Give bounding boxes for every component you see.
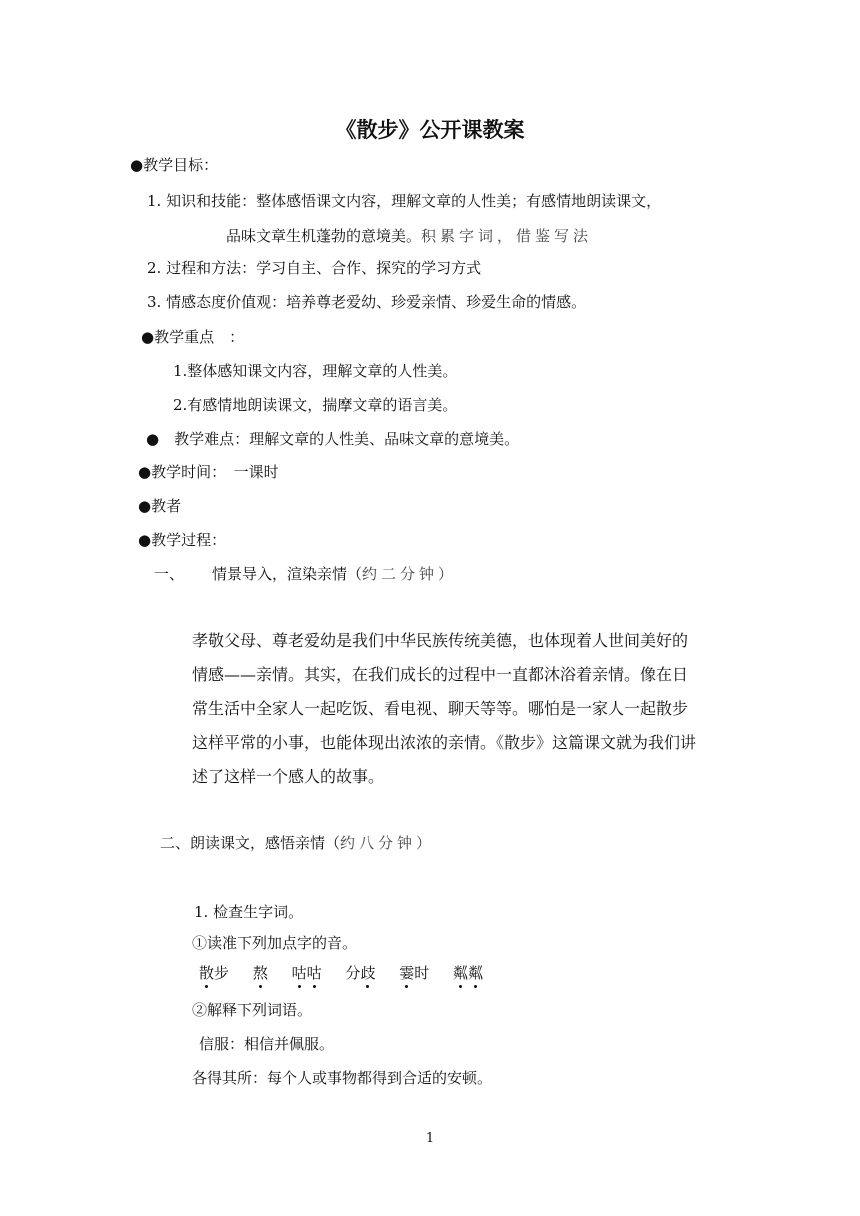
objective-1-continued: 品味文章生机蓬勃的意境美。积累字词，借鉴写法 bbox=[226, 227, 593, 245]
definition-1: 信服：相信并佩服。 bbox=[199, 1035, 335, 1053]
page-title: 《散步》公开课教案 bbox=[335, 118, 525, 142]
dotted-word: 散步 bbox=[199, 964, 230, 982]
dotted-word: 粼粼 bbox=[453, 964, 484, 982]
intro-paragraph-line: 常生活中全家人一起吃饭、看电视、聊天等等。哪怕是一家人一起散步 bbox=[192, 699, 689, 718]
dotted-word: 霎时 bbox=[399, 964, 430, 982]
objective-3: 3. 情感态度价值观：培养尊老爱幼、珍爱亲情、珍爱生命的情感。 bbox=[147, 293, 587, 311]
section-key-points-heading: ●教学重点 ： bbox=[141, 328, 245, 346]
section-difficulties: ● 教学难点：理解文章的人性美、品味文章的意境美。 bbox=[146, 430, 520, 448]
key-point-1: 1.整体感知课文内容，理解文章的人性美。 bbox=[173, 362, 458, 380]
section-process-heading: ●教学过程： bbox=[138, 531, 227, 549]
intro-paragraph-line: 述了这样一个感人的故事。 bbox=[192, 767, 385, 786]
key-point-2: 2.有感情地朗读课文，揣摩文章的语言美。 bbox=[173, 396, 458, 414]
sub-item-1a: ①读准下列加点字的音。 bbox=[192, 934, 358, 952]
dotted-word: 咕咕 bbox=[291, 964, 322, 982]
sub-item-1b: ②解释下列词语。 bbox=[192, 1001, 313, 1019]
step-2-heading: 二、朗读课文，感悟亲情（约八分钟） bbox=[160, 834, 436, 852]
objective-1: 1. 知识和技能：整体感悟课文内容，理解文章的人性美；有感情地朗读课文， bbox=[147, 192, 662, 210]
section-teacher: ●教者 bbox=[138, 497, 182, 515]
intro-paragraph-line: 这样平常的小事，也能体现出浓浓的亲情。《散步》这篇课文就为我们讲 bbox=[192, 733, 697, 752]
section-time: ●教学时间： 一课时 bbox=[138, 463, 279, 481]
dotted-word: 熬 bbox=[252, 964, 268, 982]
intro-paragraph bbox=[192, 624, 737, 794]
dotted-word: 分歧 bbox=[345, 964, 376, 982]
step-1-heading: 一、 情景导入，渲染亲情（约二分钟） bbox=[154, 565, 458, 583]
objective-2: 2. 过程和方法：学习自主、合作、探究的学习方式 bbox=[147, 259, 482, 277]
definition-2: 各得其所：每个人或事物都得到合适的安顿。 bbox=[192, 1069, 493, 1087]
dotted-word-list bbox=[199, 963, 502, 983]
intro-paragraph-line: 情感——亲情。其实，在我们成长的过程中一直都沐浴着亲情。像在日 bbox=[192, 665, 689, 684]
intro-paragraph-line: 孝敬父母、尊老爱幼是我们中华民族传统美德，也体现着人世间美好的 bbox=[192, 631, 689, 650]
page-number: 1 bbox=[425, 1131, 435, 1146]
sub-item-1: 1. 检查生字词。 bbox=[194, 903, 304, 921]
section-objectives-heading: ●教学目标： bbox=[130, 156, 219, 174]
objective-1-spaced-text: 积累字词，借鉴写法 bbox=[421, 227, 593, 245]
